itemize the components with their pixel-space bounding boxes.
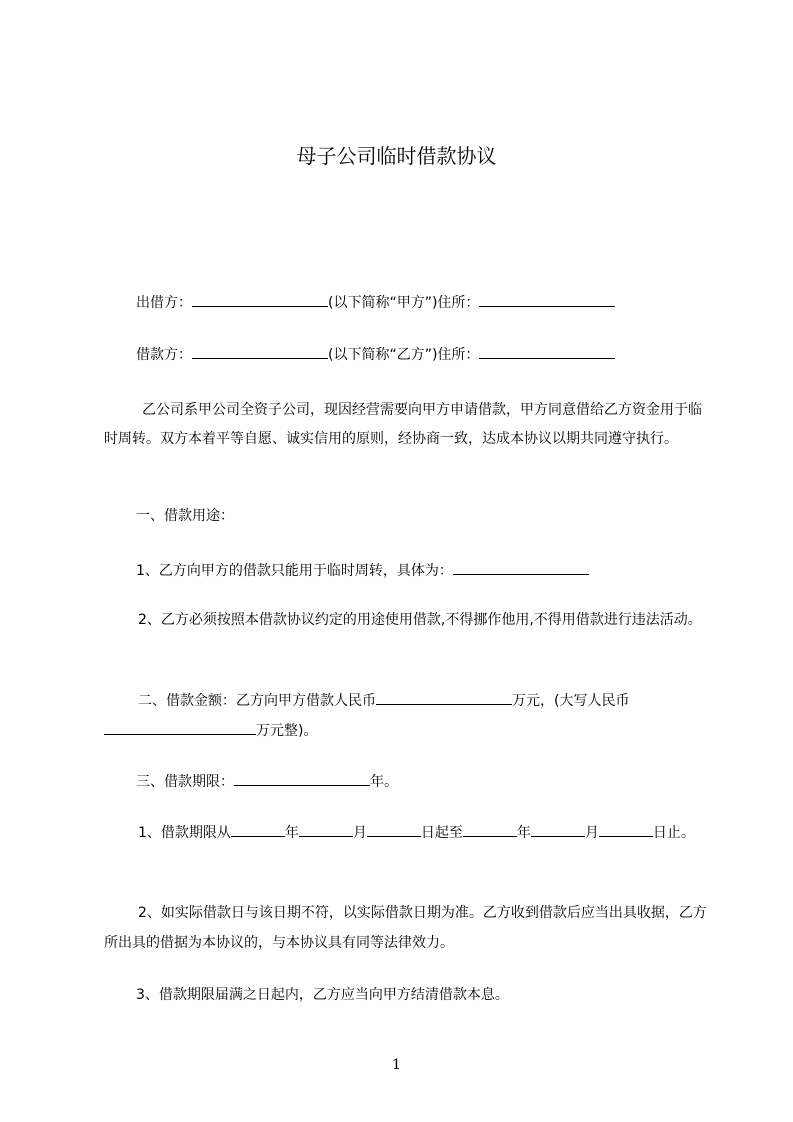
section3-prefix: 三、借款期限： [136, 774, 234, 790]
start-year-label: 年 [284, 825, 299, 841]
borrower-alias-text: (以下简称“乙方”)住所： [328, 347, 480, 363]
start-year-blank [231, 821, 285, 837]
term-from-text: 1、借款期限从 [138, 825, 231, 841]
borrower-label: 借款方： [136, 347, 192, 363]
start-month-label: 月 [352, 825, 367, 841]
borrower-line [136, 343, 615, 365]
section3-item1 [104, 818, 710, 848]
page-number: 1 [392, 1057, 401, 1073]
term-years-blank [234, 770, 370, 786]
section3-item3: 3、借款期限届满之日起内，乙方应当向甲方结清借款本息。 [136, 987, 509, 1003]
end-year-label: 年 [516, 825, 531, 841]
section3-suffix: 年。 [370, 774, 398, 790]
section2-prefix: 二、借款金额：乙方向甲方借款人民币 [138, 693, 376, 709]
lender-alias-text: (以下简称“甲方”)住所： [328, 295, 480, 311]
borrower-name-blank [192, 343, 328, 359]
lender-line [136, 291, 615, 313]
lender-name-blank [192, 291, 328, 307]
section1-item1 [136, 559, 589, 581]
start-month-blank [299, 821, 353, 837]
section1-item2: 2、乙方必须按照本借款协议约定的用途使用借款,不得挪作他用,不得用借款进行违法活动。 [138, 612, 702, 628]
section3-item2: 2、如实际借款日与该日期不符，以实际借款日期为准。乙方收到借款后应当出具收据，乙方所出具的借据为本协议的，与本协议具有同等法律效力。 [104, 905, 707, 951]
usage-detail-blank [453, 559, 589, 575]
end-month-blank [531, 821, 585, 837]
section1-item1-text: 1、乙方向甲方的借款只能用于临时周转，具体为： [136, 563, 453, 579]
start-day-label: 日起至 [420, 825, 463, 841]
intro-paragraph: 乙公司系甲公司全资子公司，现因经营需要向甲方申请借款，甲方同意借给乙方资金用于临时周转。双方本着平等自愿、诚实信用的原则，经协商一致，达成本协议以期共同遵守执行。 [104, 402, 702, 447]
section1-heading: 一、借款用途： [136, 508, 234, 524]
end-day-blank [599, 821, 653, 837]
end-year-blank [463, 821, 517, 837]
borrower-address-blank [479, 343, 615, 359]
amount-uppercase-blank [104, 719, 256, 735]
section2-suffix: 万元整)。 [256, 723, 318, 739]
document-title: 母子公司临时借款协议 [296, 144, 497, 168]
end-day-label: 日止。 [652, 825, 695, 841]
lender-label: 出借方： [136, 295, 192, 311]
end-month-label: 月 [584, 825, 599, 841]
start-day-blank [367, 821, 421, 837]
amount-blank [376, 689, 512, 705]
section2-amount-paragraph [104, 686, 710, 746]
section2-middle: 万元，(大写人民币 [512, 693, 630, 709]
lender-address-blank [479, 291, 615, 307]
section3-heading-line [136, 770, 398, 792]
